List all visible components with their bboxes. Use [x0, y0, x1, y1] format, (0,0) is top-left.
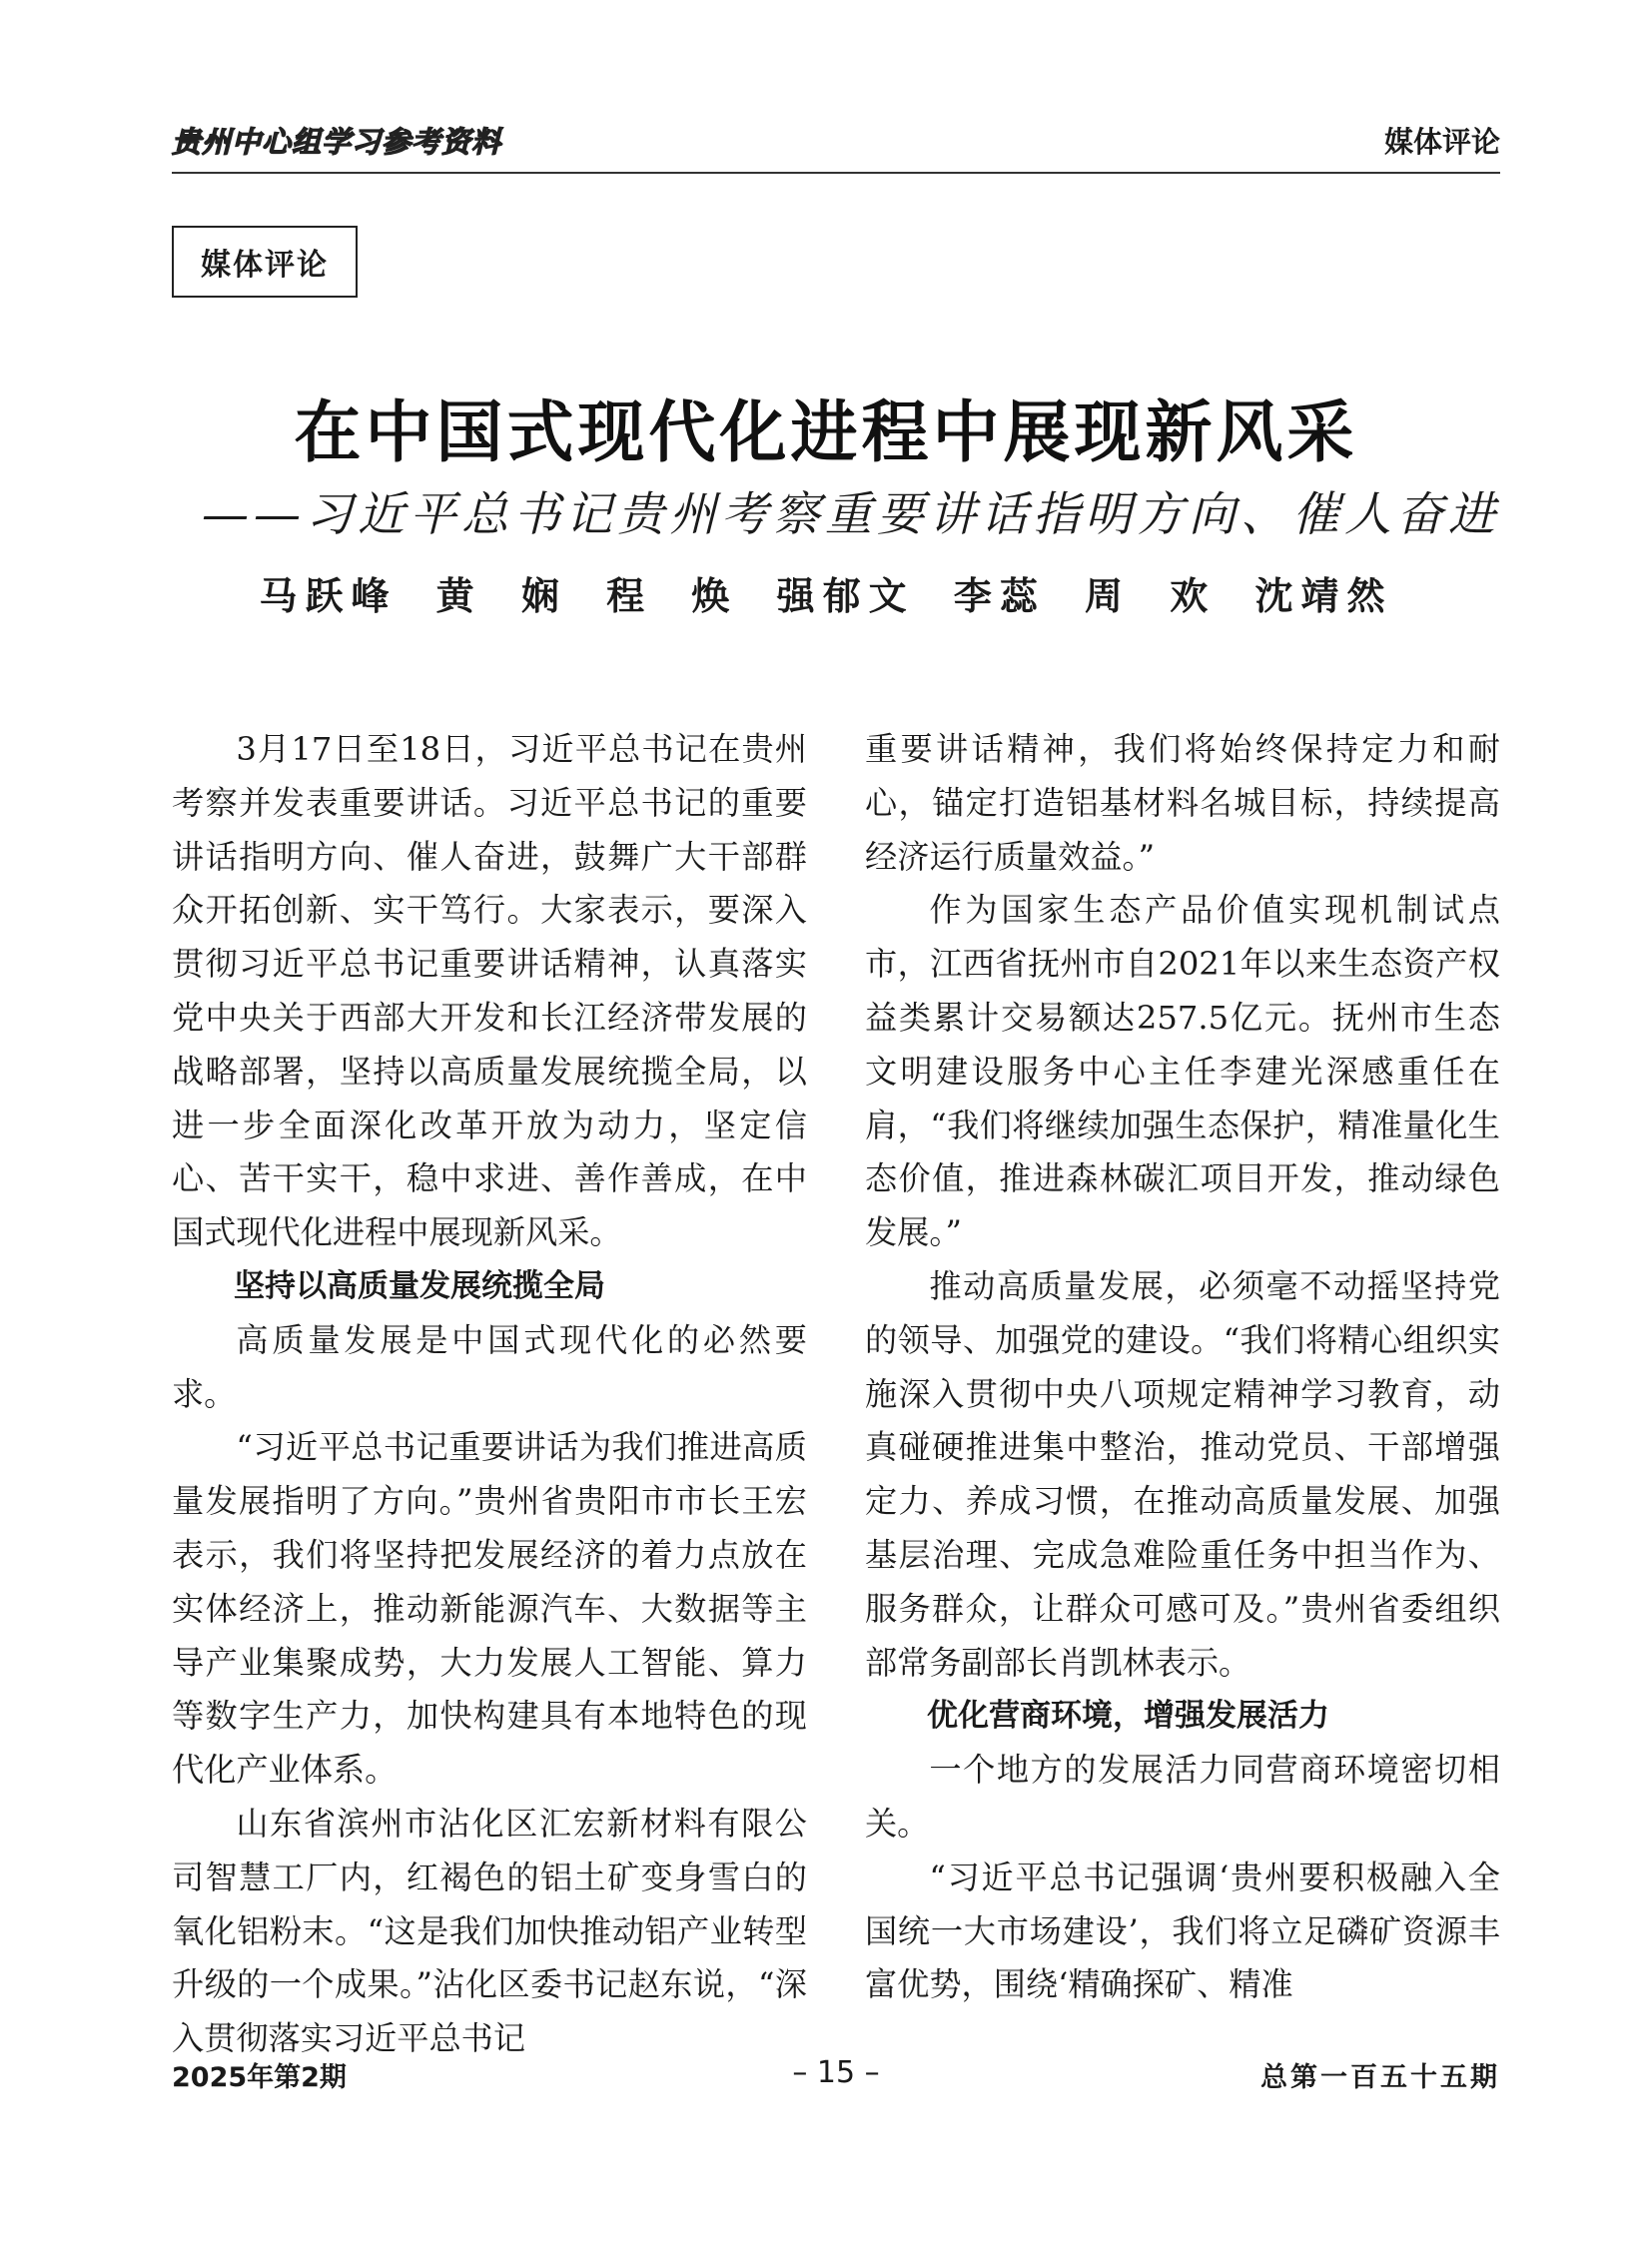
paragraph: 高质量发展是中国式现代化的必然要求。	[172, 1320, 807, 1413]
left-column	[172, 723, 807, 2066]
total-issue-number: 总第一百五十五期	[1260, 2062, 1500, 2093]
section-heading: 优化营商环境，增强发展活力	[927, 1698, 1329, 1735]
page-number: – 15 –	[792, 2055, 880, 2090]
issue-number: 2025年第2期	[172, 2062, 347, 2093]
article-subtitle: ——习近平总书记贵州考察重要讲话指明方向、催人奋进	[202, 487, 1500, 542]
article-title: 在中国式现代化进程中展现新风采	[294, 393, 1358, 471]
paragraph-continued: 重要讲话精神，我们将始终保持定力和耐心，锚定打造铝基材料名城目标，持续提高经济运行质量效益。”	[865, 730, 1500, 876]
section-label-box: 媒体评论	[172, 226, 358, 298]
header-section-name: 媒体评论	[1383, 125, 1500, 159]
paragraph: “习近平总书记重要讲话为我们推进高质量发展指明了方向。”贵州省贵阳市市长王宏表示，我们将坚持把发展经济的着力点放在实体经济上，推动新能源汽车、大数据等主导产业集聚成势，大力发展人工智能、算力等数字生产力，加快构建具有本地特色的现代化产业体系。	[172, 1428, 807, 1790]
paragraph: 作为国家生态产品价值实现机制试点市，江西省抚州市自2021年以来生态资产权益类累计交易额达257.5亿元。抚州市生态文明建设服务中心主任李建光深感重任在肩，“我们将继续加强生态保护，精准量化生态价值，推进森林碳汇项目开发，推动绿色发展。”	[865, 891, 1500, 1252]
paragraph: 3月17日至18日，习近平总书记在贵州考察并发表重要讲话。习近平总书记的重要讲话指明方向、催人奋进，鼓舞广大干部群众开拓创新、实干笃行。大家表示，要深入贯彻习近平总书记重要讲话精神，认真落实党中央关于西部大开发和长江经济带发展的战略部署，坚持以高质量发展统揽全局，以进一步全面深化改革开放为动力，坚定信心、苦干实干，稳中求进、善作善成，在中国式现代化进程中展现新风采。	[172, 730, 807, 1252]
article-authors: 马跃峰 黄 娴 程 焕 强郁文 李蕊 周 欢 沈靖然	[259, 573, 1393, 618]
page-footer	[172, 2055, 1500, 2095]
right-column	[865, 723, 1500, 2012]
section-heading: 坚持以高质量发展统揽全局	[234, 1267, 605, 1304]
paragraph: 推动高质量发展，必须毫不动摇坚持党的领导、加强党的建设。“我们将精心组织实施深入贯彻中央八项规定精神学习教育，动真碰硬推进集中整治，推动党员、干部增强定力、养成习惯，在推动高质量发展、加强基层治理、完成急难险重任务中担当作为、服务群众，让群众可感可及。”贵州省委组织部常务副部长肖凯林表示。	[865, 1266, 1500, 1682]
publication-name: 贵州中心组学习参考资料	[172, 125, 502, 159]
paragraph: 一个地方的发展活力同营商环境密切相关。	[865, 1751, 1500, 1843]
running-header	[172, 116, 1500, 174]
paragraph: “习近平总书记强调‘贵州要积极融入全国统一大市场建设’，我们将立足磷矿资源丰富优势，围绕‘精确探矿、精准	[865, 1858, 1500, 2004]
paragraph: 山东省滨州市沾化区汇宏新材料有限公司智慧工厂内，红褐色的铝土矿变身雪白的氧化铝粉末。“这是我们加快推动铝产业转型升级的一个成果。”沾化区委书记赵东说，“深入贯彻落实习近平总书记	[172, 1804, 807, 2058]
